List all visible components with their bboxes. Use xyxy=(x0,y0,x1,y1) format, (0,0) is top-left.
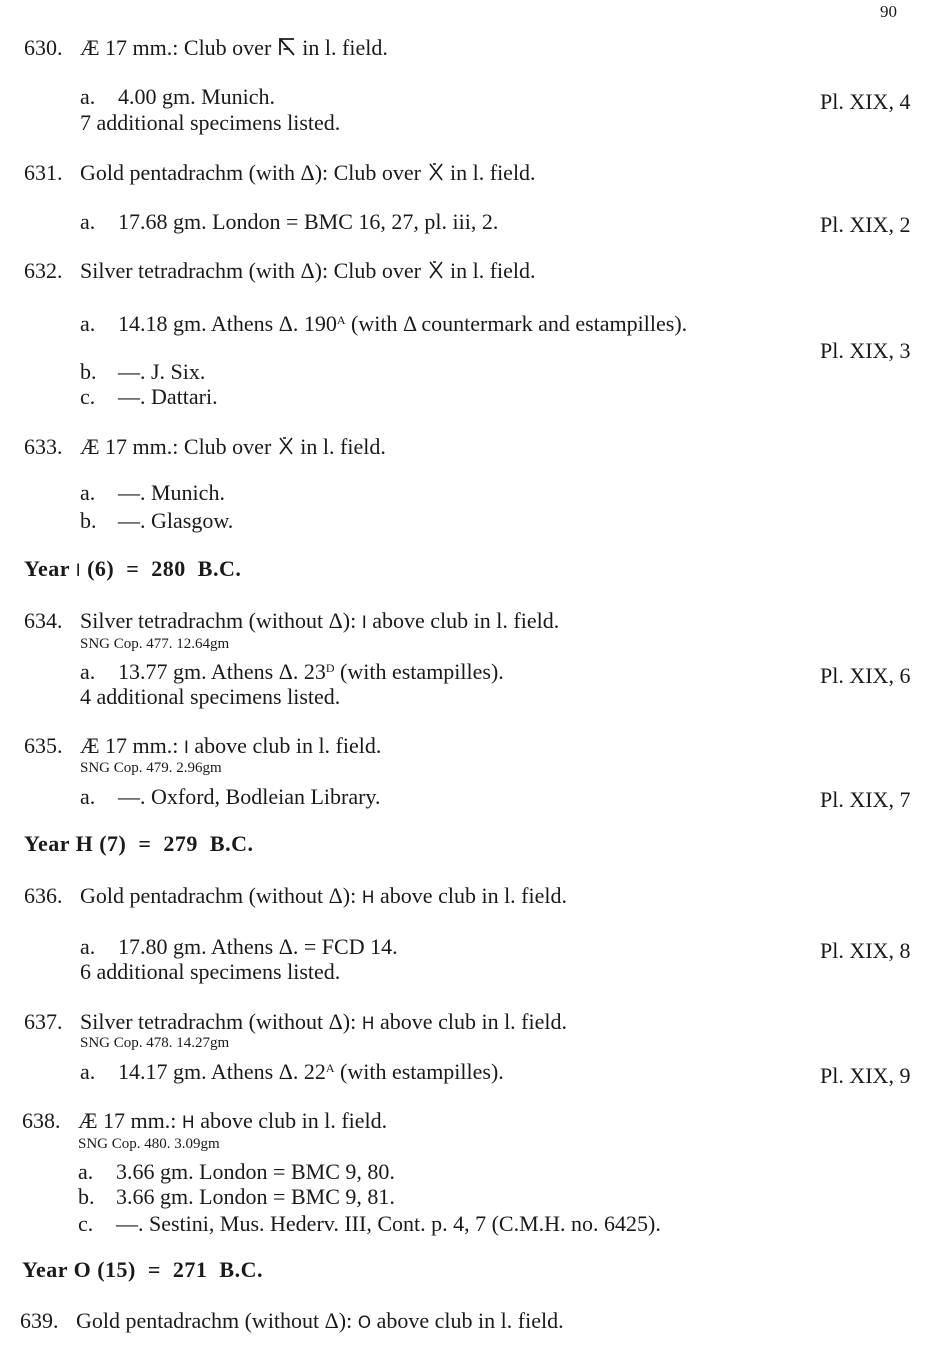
specimen-text: 3.66 gm. London = BMC 9, 80. xyxy=(116,1159,395,1184)
entry-title-text: Gold pentadrachm (without Δ): xyxy=(76,1308,353,1333)
specimen-634-a xyxy=(80,659,504,685)
entry-number: 637. xyxy=(24,1009,63,1034)
specimen-label: a. xyxy=(80,934,96,959)
entry-title-text: Æ 17 mm.: xyxy=(78,1108,177,1133)
year-heading-i xyxy=(24,556,241,582)
specimen-text: —. Dattari. xyxy=(118,384,218,409)
entry-633-title xyxy=(24,434,386,460)
entry-638-title xyxy=(22,1108,387,1134)
specimen-631-a xyxy=(80,209,498,235)
plate-ref-630: Pl. XIX, 4 xyxy=(820,89,911,114)
specimen-text: 13.77 gm. Athens Δ. 23 xyxy=(118,659,326,684)
specimen-text: —. Glasgow. xyxy=(118,508,234,533)
entry-title-text: Silver tetradrachm (without Δ): xyxy=(80,608,357,633)
entry-title-text: Æ 17 mm.: Club over xyxy=(80,434,272,459)
specimen-632-b xyxy=(80,359,205,385)
entry-number: 633. xyxy=(24,434,63,459)
entry-number: 638. xyxy=(22,1108,61,1133)
specimen-label: a. xyxy=(80,784,96,809)
heading-letter: O xyxy=(73,1257,92,1282)
specimen-label: a. xyxy=(80,1059,96,1084)
entry-number: 636. xyxy=(24,883,63,908)
specimen-text: (with estampilles). xyxy=(334,659,504,684)
plate-ref-636: Pl. XIX, 8 xyxy=(820,938,911,963)
entry-letter: H xyxy=(361,888,375,908)
specimen-label: a. xyxy=(80,480,96,505)
entry-630-title xyxy=(24,35,388,61)
specimen-text: —. Munich. xyxy=(118,480,225,505)
plate-ref-637: Pl. XIX, 9 xyxy=(820,1063,911,1088)
reference-638: SNG Cop. 480. 3.09gm xyxy=(78,1136,220,1152)
specimen-text: 14.18 gm. Athens Δ. 190 xyxy=(118,311,337,336)
specimen-text: 14.17 gm. Athens Δ. 22 xyxy=(118,1059,326,1084)
heading-letter: I xyxy=(75,561,82,581)
specimen-636-additional: 6 additional specimens listed. xyxy=(80,959,341,984)
entry-title-text: Æ 17 mm.: xyxy=(80,733,179,758)
entry-634-title xyxy=(24,608,559,634)
plate-ref-632: Pl. XIX, 3 xyxy=(820,338,911,363)
specimen-634-additional: 4 additional specimens listed. xyxy=(80,684,341,709)
reference-635: SNG Cop. 479. 2.96gm xyxy=(80,760,222,776)
specimen-label: b. xyxy=(80,359,97,384)
entry-title-text: above club in l. field. xyxy=(380,883,567,908)
specimen-superscript: D xyxy=(325,661,335,675)
entry-title-text: above club in l. field. xyxy=(380,1009,567,1034)
specimen-label: a. xyxy=(80,311,96,336)
specimen-text: 4.00 gm. Munich. xyxy=(118,84,276,109)
chi-monogram-icon xyxy=(277,436,295,456)
box-a-monogram-icon xyxy=(277,37,297,57)
year-heading-o xyxy=(22,1257,263,1283)
entry-636-title xyxy=(24,883,567,909)
entry-title-text: in l. field. xyxy=(302,35,388,60)
reference-634: SNG Cop. 477. 12.64gm xyxy=(80,636,230,652)
entry-title-text: Æ 17 mm.: Club over xyxy=(80,35,272,60)
entry-letter: I xyxy=(361,613,367,633)
entry-637-title xyxy=(24,1009,567,1035)
entry-title-text: in l. field. xyxy=(450,160,536,185)
heading-text: (6) = 280 B.C. xyxy=(87,556,242,581)
specimen-630-additional: 7 additional specimens listed. xyxy=(80,110,341,135)
specimen-text: —. Oxford, Bodleian Library. xyxy=(118,784,381,809)
heading-letter: H xyxy=(75,831,94,856)
entry-title-text: above club in l. field. xyxy=(194,733,382,758)
chi-monogram-icon xyxy=(427,162,445,182)
specimen-633-a xyxy=(80,480,225,506)
entry-number: 631. xyxy=(24,160,63,185)
entry-title-text: above club in l. field. xyxy=(376,1308,564,1333)
entry-title-text: Silver tetradrachm (without Δ): xyxy=(80,1009,357,1034)
entry-title-text: Silver tetradrachm (with Δ): Club over xyxy=(80,258,421,283)
entry-title-text: in l. field. xyxy=(300,434,386,459)
specimen-label: b. xyxy=(80,508,97,533)
specimen-632-a xyxy=(80,311,687,337)
specimen-text: 17.80 gm. Athens Δ. = FCD 14. xyxy=(118,934,398,959)
entry-632-title xyxy=(24,258,536,284)
specimen-label: a. xyxy=(80,209,96,234)
specimen-superscript: A xyxy=(325,1061,335,1075)
chi-monogram-icon xyxy=(427,260,445,280)
specimen-text: 17.68 gm. London = BMC 16, 27, pl. iii, 2. xyxy=(118,209,499,234)
entry-631-title xyxy=(24,160,536,186)
heading-text: Year xyxy=(24,556,70,581)
specimen-635-a xyxy=(80,784,381,810)
specimen-label: c. xyxy=(80,384,96,409)
entry-number: 639. xyxy=(20,1308,59,1333)
specimen-label: a. xyxy=(80,659,96,684)
specimen-label: c. xyxy=(78,1211,94,1236)
specimen-636-a xyxy=(80,934,398,960)
specimen-630-a xyxy=(80,84,275,110)
specimen-label: a. xyxy=(78,1159,94,1184)
specimen-638-b xyxy=(78,1184,395,1210)
entry-635-title xyxy=(24,733,381,759)
entry-number: 635. xyxy=(24,733,63,758)
entry-title-text: above club in l. field. xyxy=(372,608,560,633)
specimen-text: —. J. Six. xyxy=(118,359,206,384)
plate-ref-635: Pl. XIX, 7 xyxy=(820,787,911,812)
entry-639-title xyxy=(20,1308,564,1334)
entry-letter: I xyxy=(183,738,189,758)
entry-title-text: above club in l. field. xyxy=(200,1108,388,1133)
heading-text: (15) = 271 B.C. xyxy=(97,1257,263,1282)
specimen-label: b. xyxy=(78,1184,95,1209)
specimen-text: (with estampilles). xyxy=(334,1059,504,1084)
heading-text: (7) = 279 B.C. xyxy=(99,831,254,856)
specimen-638-c xyxy=(78,1211,661,1237)
specimen-text: (with Δ countermark and estampilles). xyxy=(345,311,688,336)
specimen-638-a xyxy=(78,1159,395,1185)
page-number: 90 xyxy=(880,2,897,21)
specimen-633-b xyxy=(80,508,233,534)
heading-text: Year xyxy=(22,1257,68,1282)
reference-637: SNG Cop. 478. 14.27gm xyxy=(80,1035,230,1051)
entry-number: 630. xyxy=(24,35,63,60)
entry-letter: H xyxy=(181,1113,195,1133)
specimen-text: 3.66 gm. London = BMC 9, 81. xyxy=(116,1184,395,1209)
year-heading-h xyxy=(24,831,253,857)
plate-ref-631: Pl. XIX, 2 xyxy=(820,212,911,237)
heading-text: Year xyxy=(24,831,70,856)
entry-letter: O xyxy=(357,1313,372,1333)
specimen-text: —. Sestini, Mus. Hederv. III, Cont. p. 4, 7 (C.M.H. no. 6425). xyxy=(116,1211,661,1236)
specimen-label: a. xyxy=(80,84,96,109)
entry-title-text: in l. field. xyxy=(450,258,536,283)
entry-number: 632. xyxy=(24,258,63,283)
entry-title-text: Gold pentadrachm (without Δ): xyxy=(80,883,357,908)
entry-title-text: Gold pentadrachm (with Δ): Club over xyxy=(80,160,422,185)
specimen-637-a xyxy=(80,1059,504,1085)
specimen-632-c xyxy=(80,384,218,410)
specimen-superscript: A xyxy=(336,313,346,327)
plate-ref-634: Pl. XIX, 6 xyxy=(820,663,911,688)
entry-letter: H xyxy=(361,1014,375,1034)
entry-number: 634. xyxy=(24,608,63,633)
